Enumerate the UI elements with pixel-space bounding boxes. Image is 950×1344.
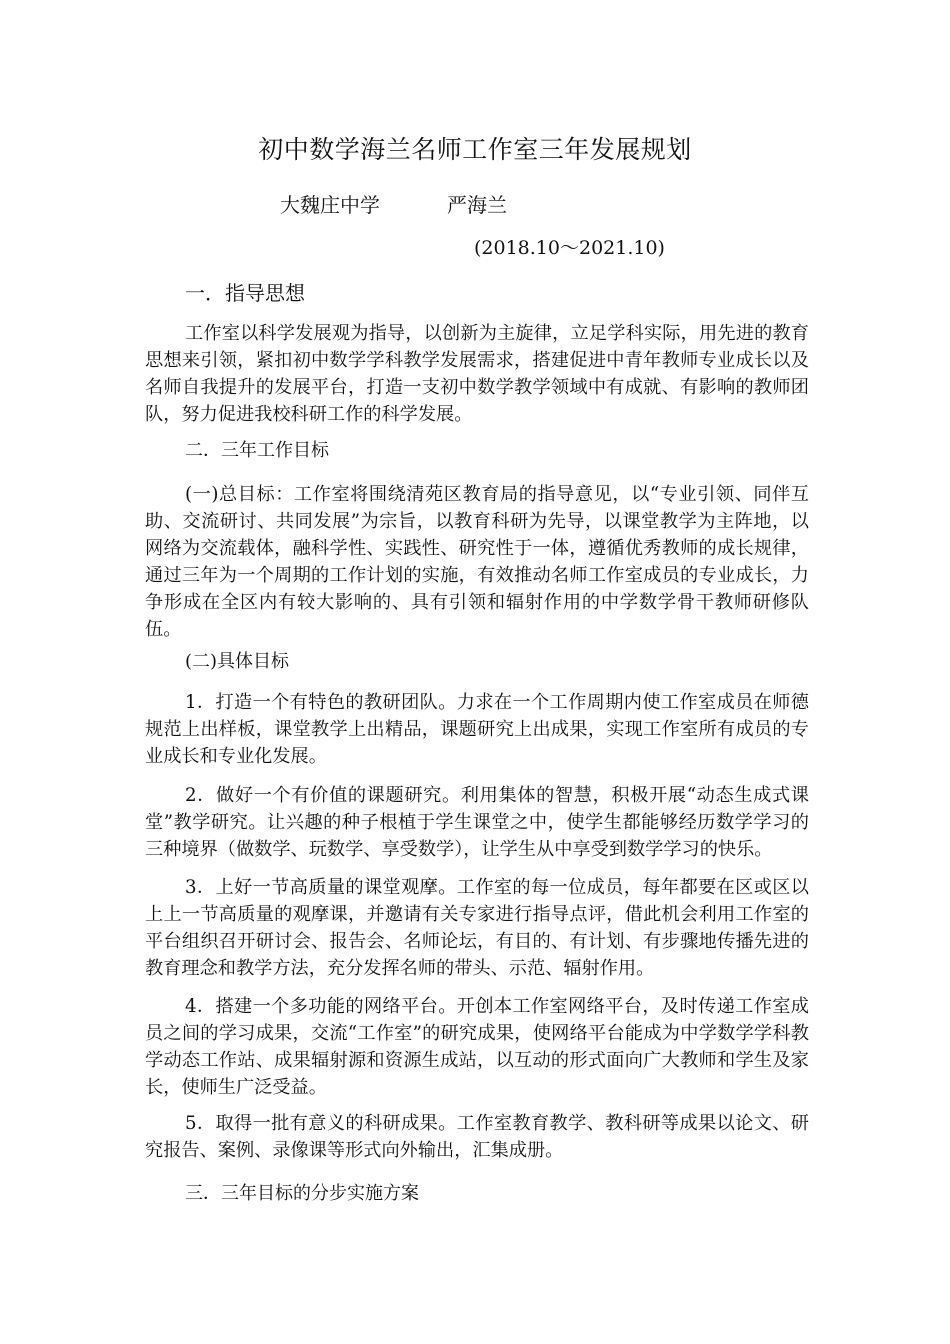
- goal-item-1: 1．打造一个有特色的教研团队。力求在一个工作周期内使工作室成员在师德规范上出样板，课堂教学上出精品，课题研究上出成果，实现工作室所有成员的专业成长和专业化发展。: [145, 692, 809, 767]
- section-heading-three-year-goals: 二．三年工作目标: [185, 440, 329, 461]
- date-range: (2018.10～2021.10): [474, 237, 665, 259]
- specific-goals-heading: (二)具体目标: [185, 651, 290, 672]
- goal-item-5: 5．取得一批有意义的科研成果。工作室教育教学、教科研等成果以论文、研究报告、案例、录像课等形式向外输出，汇集成册。: [145, 1113, 809, 1161]
- goal-item-2: 2．做好一个有价值的课题研究。利用集体的智慧，积极开展“动态生成式课堂”教学研究。让兴趣的种子根植于学生课堂之中，使学生都能够经历数学学习的三种境界（做数学、玩数学、享受数学），让学生从中享受到数学学习的快乐。: [145, 785, 809, 860]
- author-name: 严海兰: [447, 193, 507, 217]
- guiding-thought-paragraph: 工作室以科学发展观为指导，以创新为主旋律，立足学科实际，用先进的教育思想来引领，紧扣初中数学学科教学发展需求，搭建促进中青年教师专业成长以及名师自我提升的发展平台，打造一支初中数学教学领域中有成就、有影响的教师团队，努力促进我校科研工作的科学发展。: [145, 323, 809, 425]
- section-heading-implementation-plan: 三．三年目标的分步实施方案: [185, 1183, 419, 1204]
- general-goal-paragraph: (一)总目标：工作室将围绕清苑区教育局的指导意见，以“专业引领、同伴互助、交流研讨、共同发展”为宗旨，以教育科研为先导，以课堂教学为主阵地，以网络为交流载体，融科学性、实践性、研究性于一体，遵循优秀教师的成长规律，通过三年为一个周期的工作计划的实施，有效推动名师工作室成员的专业成长，力争形成在全区内有较大影响的、具有引领和辐射作用的中学数学骨干教师研修队伍。: [145, 484, 809, 640]
- school-name: 大魏庄中学: [280, 193, 380, 217]
- section-heading-guiding-thought: 一．指导思想: [185, 281, 305, 305]
- document-title: 初中数学海兰名师工作室三年发展规划: [258, 135, 692, 164]
- goal-item-3: 3．上好一节高质量的课堂观摩。工作室的每一位成员，每年都要在区或区以上上一节高质量的观摩课，并邀请有关专家进行指导点评，借此机会利用工作室的平台组织召开研讨会、报告会、名师论坛，有目的、有计划、有步骤地传播先进的教育理念和教学方法，充分发挥名师的带头、示范、辐射作用。: [145, 877, 809, 979]
- goal-item-4: 4．搭建一个多功能的网络平台。开创本工作室网络平台，及时传递工作室成员之间的学习成果，交流“工作室”的研究成果，使网络平台能成为中学数学学科教学动态工作站、成果辐射源和资源生成站，以互动的形式面向广大教师和学生及家长，使师生广泛受益。: [145, 996, 809, 1098]
